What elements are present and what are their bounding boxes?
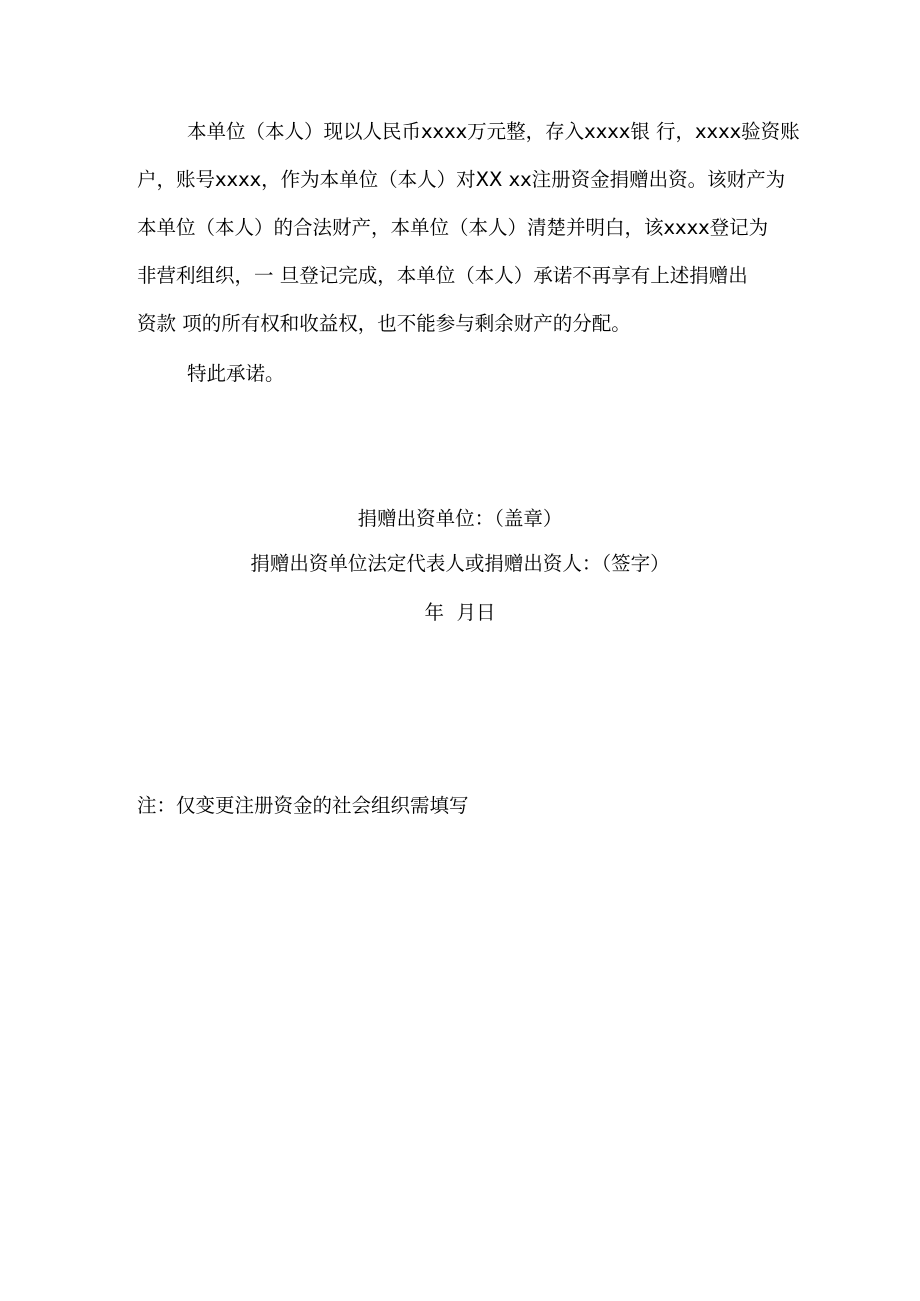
- paragraph-line-5: 资款 项的所有权和收益权，也不能参与剩余财产的分配。: [137, 312, 631, 335]
- paragraph-line-4: 非营利组织，一 旦登记完成，本单位（本人）承诺不再享有上述捐赠出: [137, 264, 748, 287]
- paragraph-line-3: 本单位（本人）的合法财产，本单位（本人）清楚并明白，该xxxx登记为: [137, 216, 769, 239]
- date-line: 年 月日: [424, 601, 496, 624]
- paragraph-line-2: 户，账号xxxx，作为本单位（本人）对XX xx注册资金捐赠出资。该财产为: [137, 168, 786, 191]
- closing-text: 特此承诺。: [187, 362, 285, 385]
- signature-representative-line: 捐赠出资单位法定代表人或捐赠出资人：（签字）: [250, 552, 670, 575]
- signature-unit-line: 捐赠出资单位：（盖章）: [357, 507, 563, 530]
- footnote: 注：仅变更注册资金的社会组织需填写: [137, 794, 469, 817]
- paragraph-line-1: 本单位（本人）现以人民币xxxx万元整，存入xxxx银 行，xxxx验资账: [187, 120, 800, 143]
